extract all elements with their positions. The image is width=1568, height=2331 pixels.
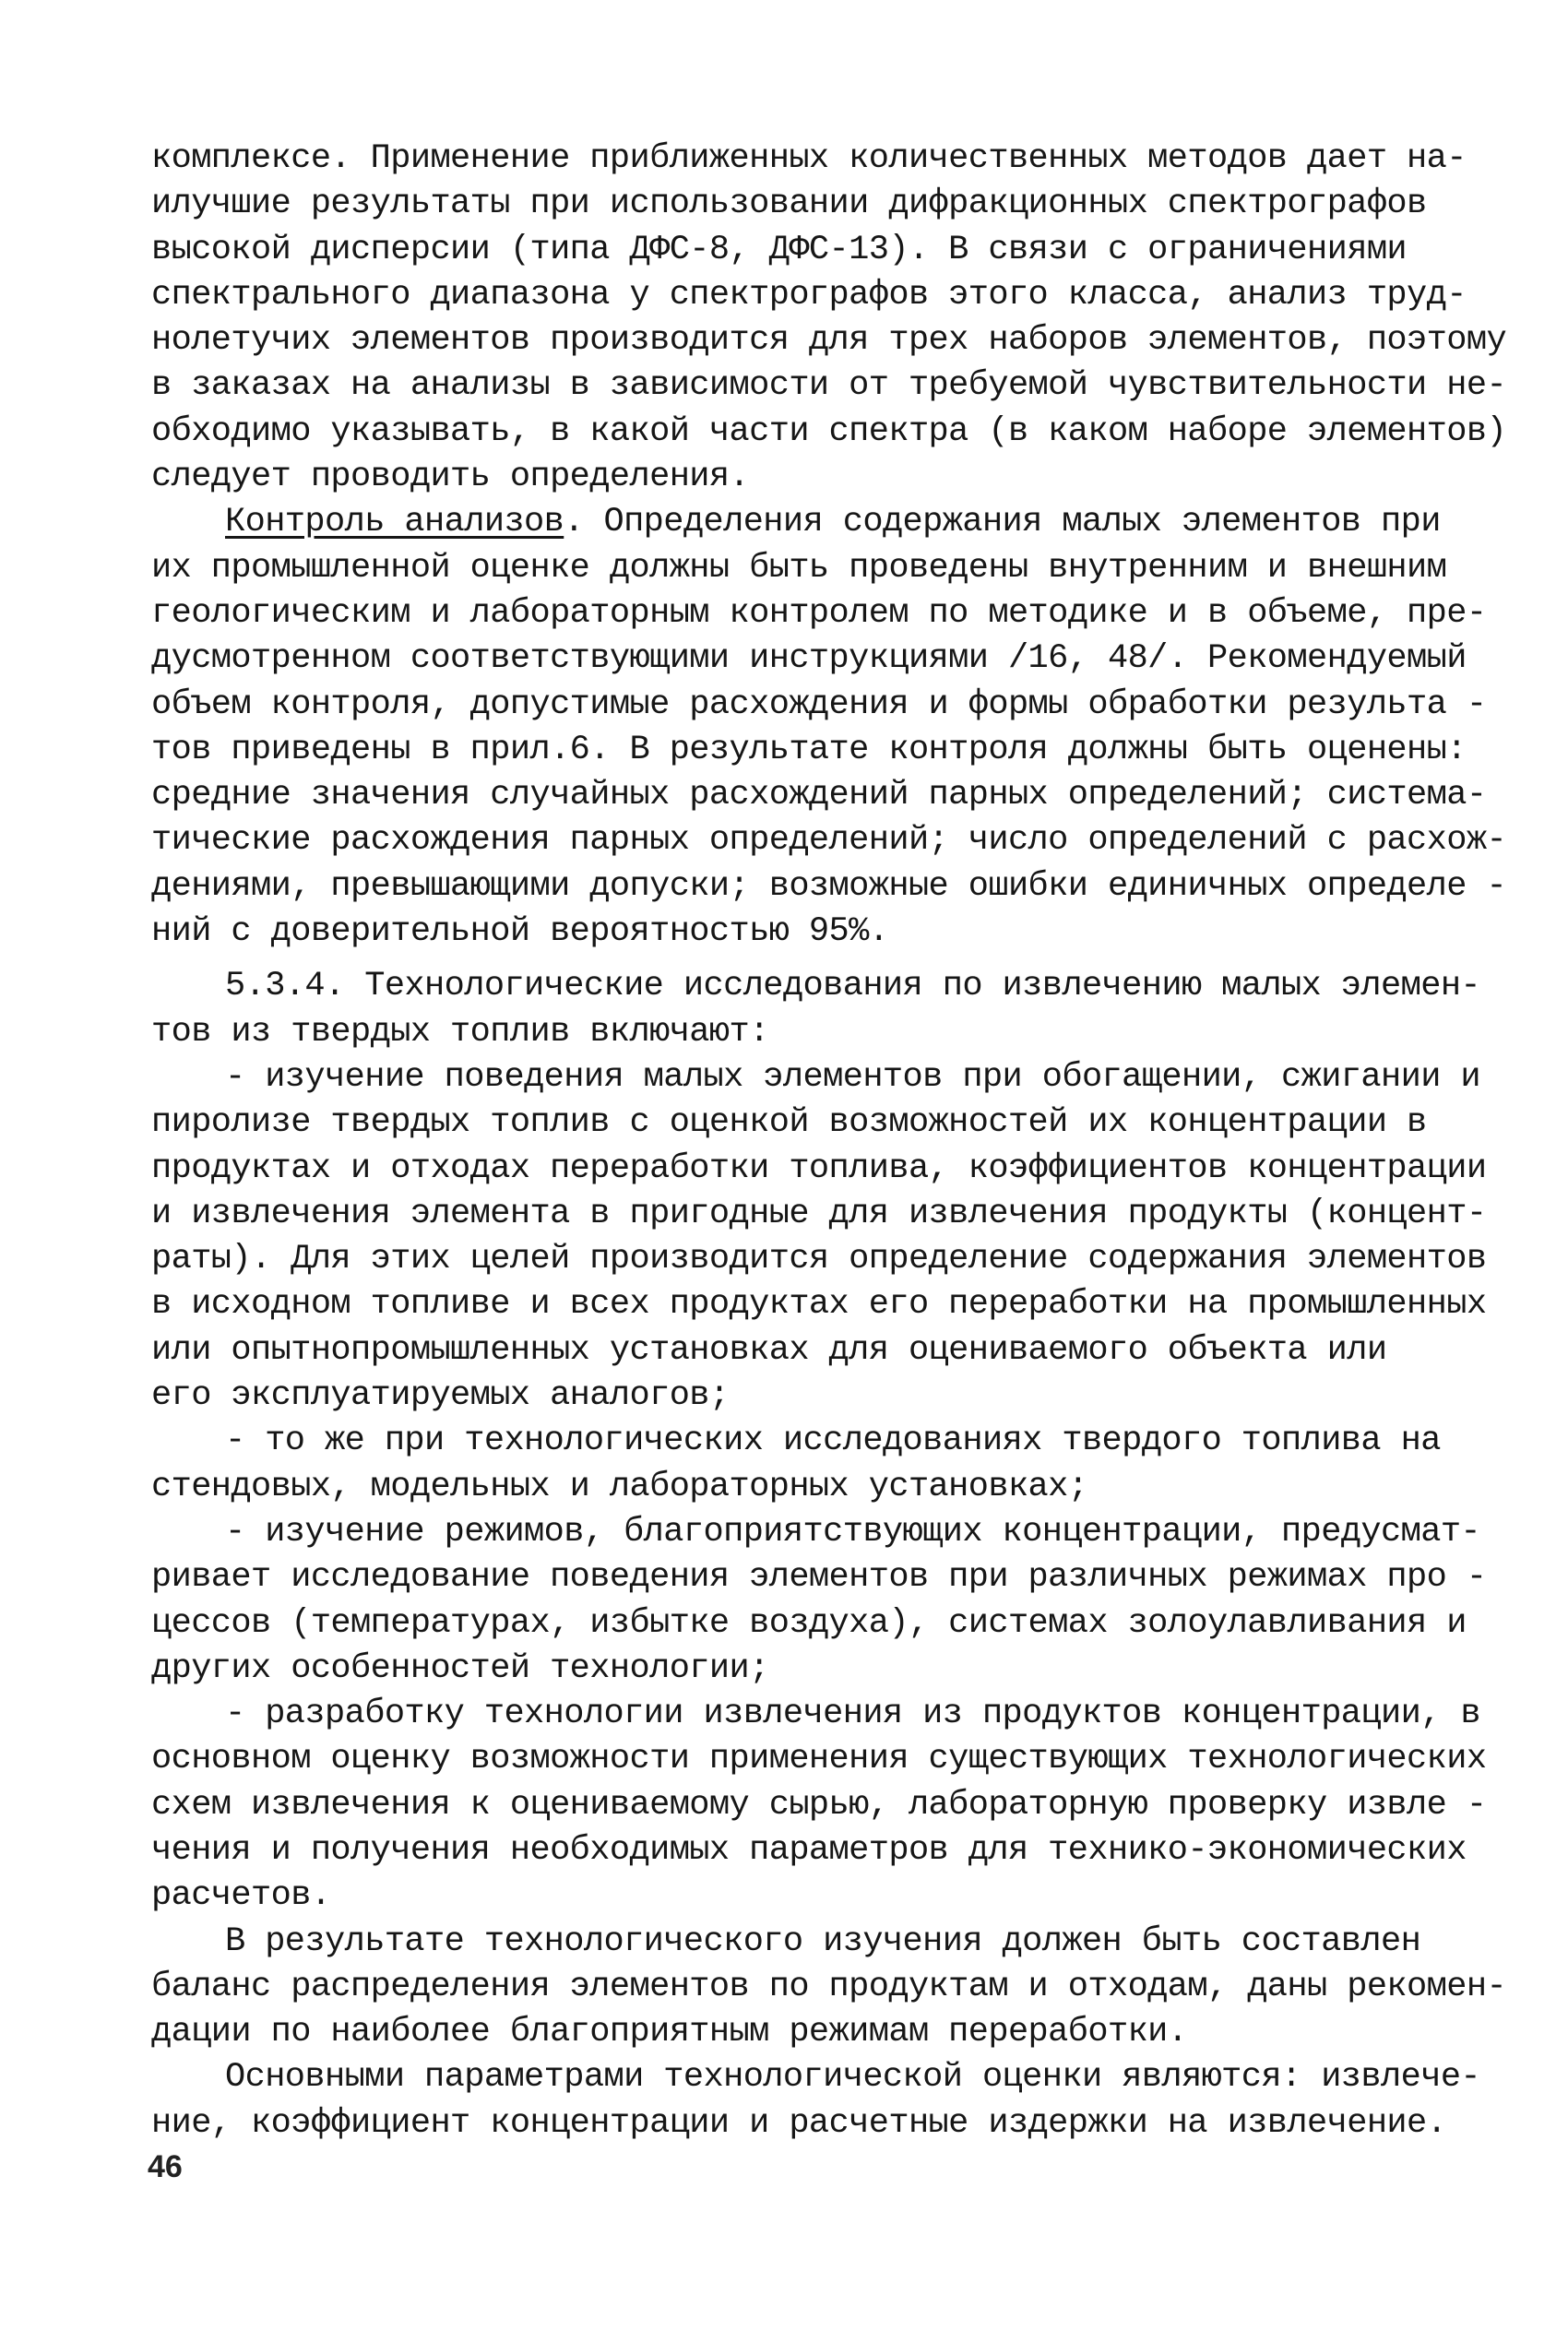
text-line: обходимо указывать, в какой части спектра (в каком наборе элементов) (151, 411, 1507, 451)
text-line: дусмотренном соответствующими инструкциями /16, 48/. Рекомендуемый (151, 639, 1467, 679)
text-line: комплексе. Применение приближенных количественных методов дает на- (151, 139, 1467, 178)
paragraph-methods (151, 137, 1507, 500)
text-line: пиролизе твердых топлив с оценкой возможностей их концентрации в (151, 1103, 1427, 1143)
text-line: стендовых, модельных и лабораторных установках; (151, 1467, 1088, 1506)
text-line: высокой дисперсии (типа ДФС-8, ДФС-13). В связи с ограничениями (151, 230, 1408, 269)
section-heading-analysis-control: Контроль анализов (225, 503, 564, 542)
text-line: - изучение поведения малых элементов при обогащении, сжигании и (225, 1057, 1481, 1097)
text-line: схем извлечения к оцениваемому сырью, лабораторную проверку извле - (151, 1785, 1487, 1825)
list-item-behavior-study (151, 1055, 1487, 1419)
text-line: продуктах и отходах переработки топлива, коэффициентов концентрации (151, 1148, 1487, 1188)
paragraph-parameters (151, 2055, 1481, 2147)
text-line: средние значения случайных расхождений парных определений; система- (151, 776, 1487, 815)
text-line: тов приведены в прил.6. В результате контроля должны быть оценены: (151, 730, 1467, 769)
text-line: Основными параметрами технологической оценки являются: извлече- (225, 2058, 1481, 2098)
text-line: - разработку технологии извлечения из продуктов концентрации, в (225, 1695, 1481, 1734)
paragraph-analysis-control (151, 500, 1507, 955)
paragraph-results (151, 1920, 1507, 2056)
paragraph-technological-research (151, 964, 1481, 1055)
text-line: в исходном топливе и всех продуктах его переработки на промышленных (151, 1285, 1487, 1325)
text-line: ний с доверительной вероятностью 95%. (151, 912, 889, 952)
text-line: ривает исследование поведения элементов при различных режимах про - (151, 1558, 1487, 1598)
text-line: или опытнопромышленных установках для оцениваемого объекта или (151, 1330, 1387, 1370)
page-number: 46 (148, 2149, 183, 2184)
text-line: цессов (температурах, избытке воздуха), системах золоулавливания и (151, 1603, 1467, 1643)
text-line: их промышленной оценке должны быть проведены внутренним и внешним (151, 548, 1447, 588)
text-line: его эксплуатируемых аналогов; (151, 1376, 730, 1416)
page-body (151, 137, 1507, 2147)
text-line: чения и получения необходимых параметров для технико-экономических (151, 1830, 1467, 1870)
text-line: баланс распределения элементов по продуктам и отходам, даны рекомен- (151, 1967, 1507, 2006)
text-line: тические расхождения парных определений; число определений с расхож- (151, 821, 1507, 861)
text-line: дации по наиболее благоприятным режимам переработки. (151, 2013, 1188, 2052)
text-line: тов из твердых топлив включают: (151, 1012, 769, 1052)
list-item-extraction-technology (151, 1692, 1487, 1919)
list-item-modes-study (151, 1510, 1487, 1692)
text-line: илучшие результаты при использовании дифракционных спектрографов (151, 184, 1427, 224)
text-line: - то же при технологических исследованиях твердого топлива на (225, 1421, 1441, 1461)
text-line: - изучение режимов, благоприятствующих концентрации, предусмат- (225, 1512, 1481, 1552)
text-line: в заказах на анализы в зависимости от требуемой чувствительности не- (151, 366, 1507, 406)
text-line: ние, коэффициент концентрации и расчетные издержки на извлечение. (151, 2103, 1447, 2143)
text-line: основном оценку возможности применения существующих технологических (151, 1740, 1487, 1779)
text-line: других особенностей технологии; (151, 1648, 769, 1688)
paragraph-gap (151, 955, 1424, 964)
text-fragment: . Определения содержания малых элементов при (564, 503, 1441, 542)
text-line: геологическим и лабораторным контролем по методике и в объеме, пре- (151, 593, 1487, 633)
text-line: 5.3.4. Технологические исследования по извлечению малых элемен- (225, 967, 1481, 1006)
text-line: спектрального диапазона у спектрографов этого класса, анализ труд- (151, 275, 1467, 315)
text-line: объем контроля, допустимые расхождения и формы обработки результа - (151, 684, 1487, 724)
text-line: и извлечения элемента в пригодные для извлечения продукты (концент- (151, 1194, 1487, 1233)
text-line (151, 500, 1441, 545)
list-item-bench-tests (151, 1419, 1441, 1510)
text-line: нолетучих элементов производится для трех наборов элементов, поэтому (151, 321, 1507, 361)
text-line: дениями, превышающими допуски; возможные ошибки единичных определе - (151, 866, 1507, 906)
text-line: раты). Для этих целей производится определение содержания элементов (151, 1240, 1487, 1279)
text-line: В результате технологического изучения должен быть составлен (225, 1921, 1421, 1961)
text-line: расчетов. (151, 1876, 331, 1916)
text-line: следует проводить определения. (151, 458, 750, 497)
